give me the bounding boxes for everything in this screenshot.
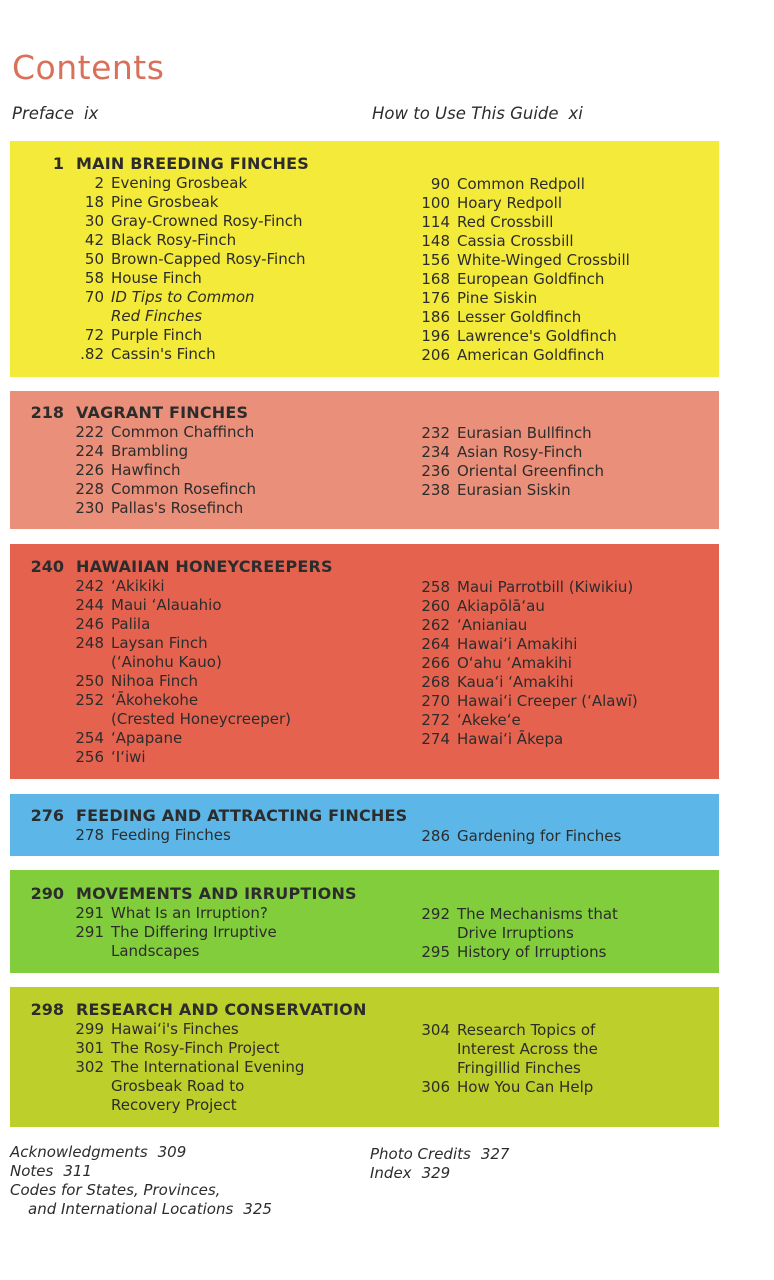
toc-entry[interactable]	[396, 1078, 598, 1097]
front-matter-how-to-use[interactable]	[372, 104, 583, 123]
toc-column-left	[50, 904, 277, 961]
toc-entry[interactable]	[50, 748, 291, 767]
toc-entry[interactable]	[396, 1021, 598, 1040]
toc-entry-title: ʻIʻiwi	[111, 748, 146, 766]
toc-entry-page: 264	[421, 635, 450, 653]
toc-entry-title: (ʻAinohu Kauo)	[111, 653, 222, 671]
toc-entry-title: Recovery Project	[111, 1096, 237, 1114]
section-band	[10, 391, 719, 529]
toc-entry[interactable]	[50, 345, 305, 364]
toc-entry-title: Asian Rosy-Finch	[457, 443, 583, 461]
toc-column-left	[50, 423, 256, 518]
toc-entry[interactable]	[396, 194, 630, 213]
toc-entry[interactable]	[396, 308, 630, 327]
toc-entry-page: 291	[75, 904, 104, 922]
toc-entry[interactable]	[50, 729, 291, 748]
toc-entry-page: 226	[75, 461, 104, 479]
toc-entry[interactable]	[396, 424, 604, 443]
toc-entry-page: 286	[421, 827, 450, 845]
toc-entry[interactable]	[50, 442, 256, 461]
toc-entry-title: Common Redpoll	[457, 175, 585, 193]
toc-entry-title: The Differing Irruptive	[111, 923, 277, 941]
section-number: 1	[52, 154, 64, 173]
toc-entry-title: Feeding Finches	[111, 826, 231, 844]
toc-entry[interactable]	[50, 691, 291, 710]
toc-entry[interactable]	[50, 923, 277, 942]
toc-entry-title: ʻAnianiau	[457, 616, 528, 634]
toc-column-left	[50, 826, 231, 845]
toc-entry-page: 242	[75, 577, 104, 595]
toc-entry-title: Hawfinch	[111, 461, 181, 479]
toc-entry-title: Gray-Crowned Rosy-Finch	[111, 212, 303, 230]
toc-entry-page: 196	[421, 327, 450, 345]
back-matter-page: 325	[243, 1200, 272, 1218]
toc-entry[interactable]	[50, 307, 305, 326]
toc-entry-title: Maui Parrotbill (Kiwikiu)	[457, 578, 634, 596]
toc-entry-title: Palila	[111, 615, 151, 633]
section-heading[interactable]: RESEARCH AND CONSERVATION	[76, 1000, 367, 1019]
toc-entry-title: Eurasian Bullfinch	[457, 424, 592, 442]
toc-entry-page: 262	[421, 616, 450, 634]
toc-entry-page: 248	[75, 634, 104, 652]
toc-entry-title: Brown-Capped Rosy-Finch	[111, 250, 306, 268]
toc-entry-page: 42	[84, 231, 104, 249]
back-matter-label: Notes	[10, 1162, 54, 1180]
toc-entry-page: 278	[75, 826, 104, 844]
toc-entry-page: 246	[75, 615, 104, 633]
toc-entry-page: 274	[421, 730, 450, 748]
toc-entry-title: Grosbeak Road to	[111, 1077, 245, 1095]
back-matter-label: and International Locations	[28, 1200, 234, 1218]
toc-entry-title: ID Tips to Common	[111, 288, 255, 306]
toc-entry-title: Hawaiʻi's Finches	[111, 1020, 239, 1038]
toc-entry-title: Research Topics of	[457, 1021, 596, 1039]
front-matter-preface[interactable]	[12, 104, 98, 123]
toc-entry[interactable]	[396, 270, 630, 289]
toc-entry-title: Pine Grosbeak	[111, 193, 219, 211]
toc-entry-title: Black Rosy-Finch	[111, 231, 237, 249]
toc-entry-title: Lawrence's Goldfinch	[457, 327, 617, 345]
toc-entry-page: 304	[421, 1021, 450, 1039]
toc-entry[interactable]	[50, 904, 277, 923]
toc-entry[interactable]	[50, 461, 256, 480]
toc-column-left	[50, 174, 305, 364]
toc-entry-page: 148	[421, 232, 450, 250]
section-band	[10, 794, 719, 856]
back-matter-item[interactable]	[10, 1162, 272, 1181]
toc-entry-title: Evening Grosbeak	[111, 174, 248, 192]
toc-entry[interactable]	[50, 326, 305, 345]
toc-entry-page: 295	[421, 943, 450, 961]
toc-entry[interactable]	[396, 232, 630, 251]
toc-entry-title: Nihoa Finch	[111, 672, 198, 690]
section-band	[10, 987, 719, 1127]
toc-entry[interactable]	[396, 175, 630, 194]
back-matter-left	[10, 1143, 272, 1219]
toc-entry-page: 18	[84, 193, 104, 211]
toc-entry-title: (Crested Honeycreeper)	[111, 710, 291, 728]
section-heading[interactable]: MOVEMENTS AND IRRUPTIONS	[76, 884, 357, 903]
toc-entry[interactable]	[50, 1039, 304, 1058]
section-number: 276	[30, 806, 64, 825]
toc-entry-page: 272	[421, 711, 450, 729]
toc-entry-page: 266	[421, 654, 450, 672]
front-matter-label: Preface	[12, 104, 75, 123]
section-number: 290	[30, 884, 64, 903]
toc-entry[interactable]	[396, 462, 604, 481]
toc-entry-page: 236	[421, 462, 450, 480]
toc-entry-page: 260	[421, 597, 450, 615]
toc-entry-title: Common Chaffinch	[111, 423, 255, 441]
toc-entry[interactable]	[396, 827, 621, 846]
toc-entry[interactable]	[50, 710, 291, 729]
toc-entry-title: The International Evening	[111, 1058, 305, 1076]
section-band	[10, 544, 719, 779]
toc-entry-page: 252	[75, 691, 104, 709]
toc-entry-page: 50	[84, 250, 104, 268]
section-band	[10, 870, 719, 973]
toc-entry[interactable]	[50, 193, 305, 212]
toc-entry-page: 70	[84, 288, 104, 306]
toc-entry[interactable]	[50, 231, 305, 250]
back-matter-item[interactable]	[370, 1145, 509, 1164]
back-matter-label: Index	[370, 1164, 412, 1182]
toc-entry-page: 268	[421, 673, 450, 691]
toc-entry[interactable]	[396, 443, 604, 462]
toc-entry[interactable]	[396, 1040, 598, 1059]
toc-entry[interactable]	[396, 635, 638, 654]
toc-entry-page: 238	[421, 481, 450, 499]
toc-entry[interactable]	[50, 499, 256, 518]
toc-entry-page: 228	[75, 480, 104, 498]
toc-entry[interactable]	[396, 597, 638, 616]
toc-entry[interactable]	[50, 1096, 304, 1115]
toc-entry-title: Hoary Redpoll	[457, 194, 562, 212]
toc-entry[interactable]	[396, 251, 630, 270]
toc-entry-title: Cassin's Finch	[111, 345, 216, 363]
toc-entry[interactable]	[50, 672, 291, 691]
toc-entry[interactable]	[50, 269, 305, 288]
toc-entry-page: 301	[75, 1039, 104, 1057]
toc-entry-title: Laysan Finch	[111, 634, 208, 652]
toc-entry-page: 90	[430, 175, 450, 193]
toc-entry-page: 234	[421, 443, 450, 461]
toc-entry[interactable]	[396, 481, 604, 500]
toc-entry-page: 186	[421, 308, 450, 326]
toc-entry-title: Pallas's Rosefinch	[111, 499, 244, 517]
toc-entry[interactable]	[396, 346, 630, 365]
section-heading[interactable]: MAIN BREEDING FINCHES	[76, 154, 309, 173]
toc-entry[interactable]	[396, 692, 638, 711]
toc-entry[interactable]	[396, 924, 618, 943]
toc-entry[interactable]	[396, 289, 630, 308]
toc-entry-page: 224	[75, 442, 104, 460]
toc-entry-page: 100	[421, 194, 450, 212]
toc-column-right	[396, 175, 630, 365]
toc-entry[interactable]	[50, 174, 305, 193]
toc-entry[interactable]	[50, 250, 305, 269]
toc-entry-page: 302	[75, 1058, 104, 1076]
toc-column-left	[50, 577, 291, 767]
toc-entry-title: Fringillid Finches	[457, 1059, 581, 1077]
toc-entry-page: 306	[421, 1078, 450, 1096]
toc-entry-title: What Is an Irruption?	[111, 904, 268, 922]
toc-entry-page: 254	[75, 729, 104, 747]
toc-entry-title: Red Finches	[111, 307, 203, 325]
back-matter-page: 327	[480, 1145, 510, 1163]
back-matter-item[interactable]	[10, 1143, 272, 1162]
toc-entry[interactable]	[50, 634, 291, 653]
section-number: 240	[30, 557, 64, 576]
back-matter-page: 309	[157, 1143, 187, 1161]
toc-entry-page: 256	[75, 748, 104, 766]
toc-entry-title: Red Crossbill	[457, 213, 554, 231]
toc-entry[interactable]	[50, 596, 291, 615]
toc-entry-title: Hawaiʻi Ākepa	[457, 730, 564, 748]
toc-column-right	[396, 1021, 598, 1097]
toc-column-right	[396, 827, 621, 846]
toc-entry-page: 176	[421, 289, 450, 307]
toc-entry-title: ʻAkekeʻe	[457, 711, 521, 729]
section-heading[interactable]: HAWAIIAN HONEYCREEPERS	[76, 557, 333, 576]
toc-entry-title: The Mechanisms that	[457, 905, 618, 923]
toc-entry-page: 156	[421, 251, 450, 269]
toc-entry-title: ʻAkikiki	[111, 577, 165, 595]
toc-entry-page: 291	[75, 923, 104, 941]
toc-entry[interactable]	[50, 423, 256, 442]
toc-entry[interactable]	[396, 654, 638, 673]
toc-entry-page: 232	[421, 424, 450, 442]
toc-entry[interactable]	[50, 1058, 304, 1077]
toc-entry-title: American Goldfinch	[457, 346, 605, 364]
toc-entry-page: 292	[421, 905, 450, 923]
toc-entry-page: 30	[84, 212, 104, 230]
toc-entry-page: 168	[421, 270, 450, 288]
toc-entry-title: Oʻahu ʻAmakihi	[457, 654, 572, 672]
toc-entry[interactable]	[50, 1077, 304, 1096]
toc-column-right	[396, 578, 638, 749]
toc-entry[interactable]	[396, 711, 638, 730]
toc-entry-title: Hawaiʻi Amakihi	[457, 635, 578, 653]
toc-entry[interactable]	[50, 577, 291, 596]
section-number: 218	[30, 403, 64, 422]
toc-entry[interactable]	[396, 943, 618, 962]
toc-entry[interactable]	[50, 826, 231, 845]
front-matter-label: How to Use This Guide	[372, 104, 559, 123]
toc-entry-title: Pine Siskin	[457, 289, 538, 307]
section-number: 298	[30, 1000, 64, 1019]
section-heading[interactable]: FEEDING AND ATTRACTING FINCHES	[76, 806, 408, 825]
toc-entry-title: Eurasian Siskin	[457, 481, 571, 499]
toc-entry[interactable]	[396, 578, 638, 597]
toc-entry-page: 270	[421, 692, 450, 710]
toc-entry-page: 258	[421, 578, 450, 596]
toc-entry[interactable]	[396, 673, 638, 692]
toc-entry-page: 2	[94, 174, 104, 192]
toc-entry-page: 230	[75, 499, 104, 517]
toc-entry-title: European Goldfinch	[457, 270, 605, 288]
toc-entry-title: Gardening for Finches	[457, 827, 622, 845]
toc-entry-page: 244	[75, 596, 104, 614]
toc-entry-title: Hawaiʻi Creeper (ʻAlawī)	[457, 692, 638, 710]
back-matter-item[interactable]	[370, 1164, 509, 1183]
toc-entry-title: House Finch	[111, 269, 202, 287]
toc-entry-title: Akiapōlāʻau	[457, 597, 545, 615]
toc-entry-title: Oriental Greenfinch	[457, 462, 605, 480]
toc-entry[interactable]	[396, 1059, 598, 1078]
toc-entry-title: Landscapes	[111, 942, 200, 960]
toc-entry[interactable]	[50, 615, 291, 634]
back-matter-item[interactable]	[10, 1181, 272, 1200]
back-matter-item[interactable]	[10, 1200, 272, 1219]
page-title: Contents	[12, 48, 165, 87]
toc-entry-page: 299	[75, 1020, 104, 1038]
toc-entry-title: Interest Across the	[457, 1040, 598, 1058]
toc-entry[interactable]	[50, 288, 305, 307]
toc-entry[interactable]	[50, 942, 277, 961]
toc-entry-page: 72	[84, 326, 104, 344]
toc-column-right	[396, 424, 604, 500]
toc-entry-title: Drive Irruptions	[457, 924, 574, 942]
toc-entry-title: Maui ʻAlauahio	[111, 596, 222, 614]
toc-entry[interactable]	[50, 1020, 304, 1039]
toc-entry-page: 250	[75, 672, 104, 690]
toc-entry-title: Cassia Crossbill	[457, 232, 574, 250]
toc-entry-title: White-Winged Crossbill	[457, 251, 630, 269]
section-heading[interactable]: VAGRANT FINCHES	[76, 403, 249, 422]
front-matter-page: xi	[568, 104, 583, 123]
toc-entry[interactable]	[396, 616, 638, 635]
toc-entry-title: How You Can Help	[457, 1078, 594, 1096]
toc-entry-page: 58	[84, 269, 104, 287]
back-matter-right	[370, 1145, 509, 1183]
toc-entry-title: Kauaʻi ʻAmakihi	[457, 673, 574, 691]
toc-entry-title: Lesser Goldfinch	[457, 308, 582, 326]
back-matter-label: Photo Credits	[370, 1145, 471, 1163]
toc-entry[interactable]	[396, 213, 630, 232]
back-matter-page: 311	[63, 1162, 92, 1180]
toc-entry-title: ʻĀkohekohe	[111, 691, 199, 709]
toc-entry-page: 206	[421, 346, 450, 364]
toc-entry-page: 222	[75, 423, 104, 441]
toc-entry[interactable]	[50, 212, 305, 231]
section-band	[10, 141, 719, 377]
back-matter-label: Acknowledgments	[10, 1143, 148, 1161]
toc-entry-title: History of Irruptions	[457, 943, 607, 961]
toc-entry-title: Purple Finch	[111, 326, 203, 344]
toc-entry[interactable]	[396, 905, 618, 924]
toc-column-left	[50, 1020, 304, 1115]
toc-entry-title: The Rosy-Finch Project	[111, 1039, 280, 1057]
toc-entry-title: Brambling	[111, 442, 189, 460]
toc-entry-page: .82	[80, 345, 104, 363]
back-matter-page: 329	[421, 1164, 451, 1182]
toc-entry[interactable]	[396, 730, 638, 749]
front-matter-page: ix	[84, 104, 99, 123]
toc-entry[interactable]	[50, 653, 291, 672]
toc-entry[interactable]	[396, 327, 630, 346]
toc-column-right	[396, 905, 618, 962]
back-matter-label: Codes for States, Provinces,	[10, 1181, 221, 1199]
toc-entry-title: ʻApapane	[111, 729, 183, 747]
toc-entry-page: 114	[421, 213, 450, 231]
toc-entry[interactable]	[50, 480, 256, 499]
toc-entry-title: Common Rosefinch	[111, 480, 257, 498]
